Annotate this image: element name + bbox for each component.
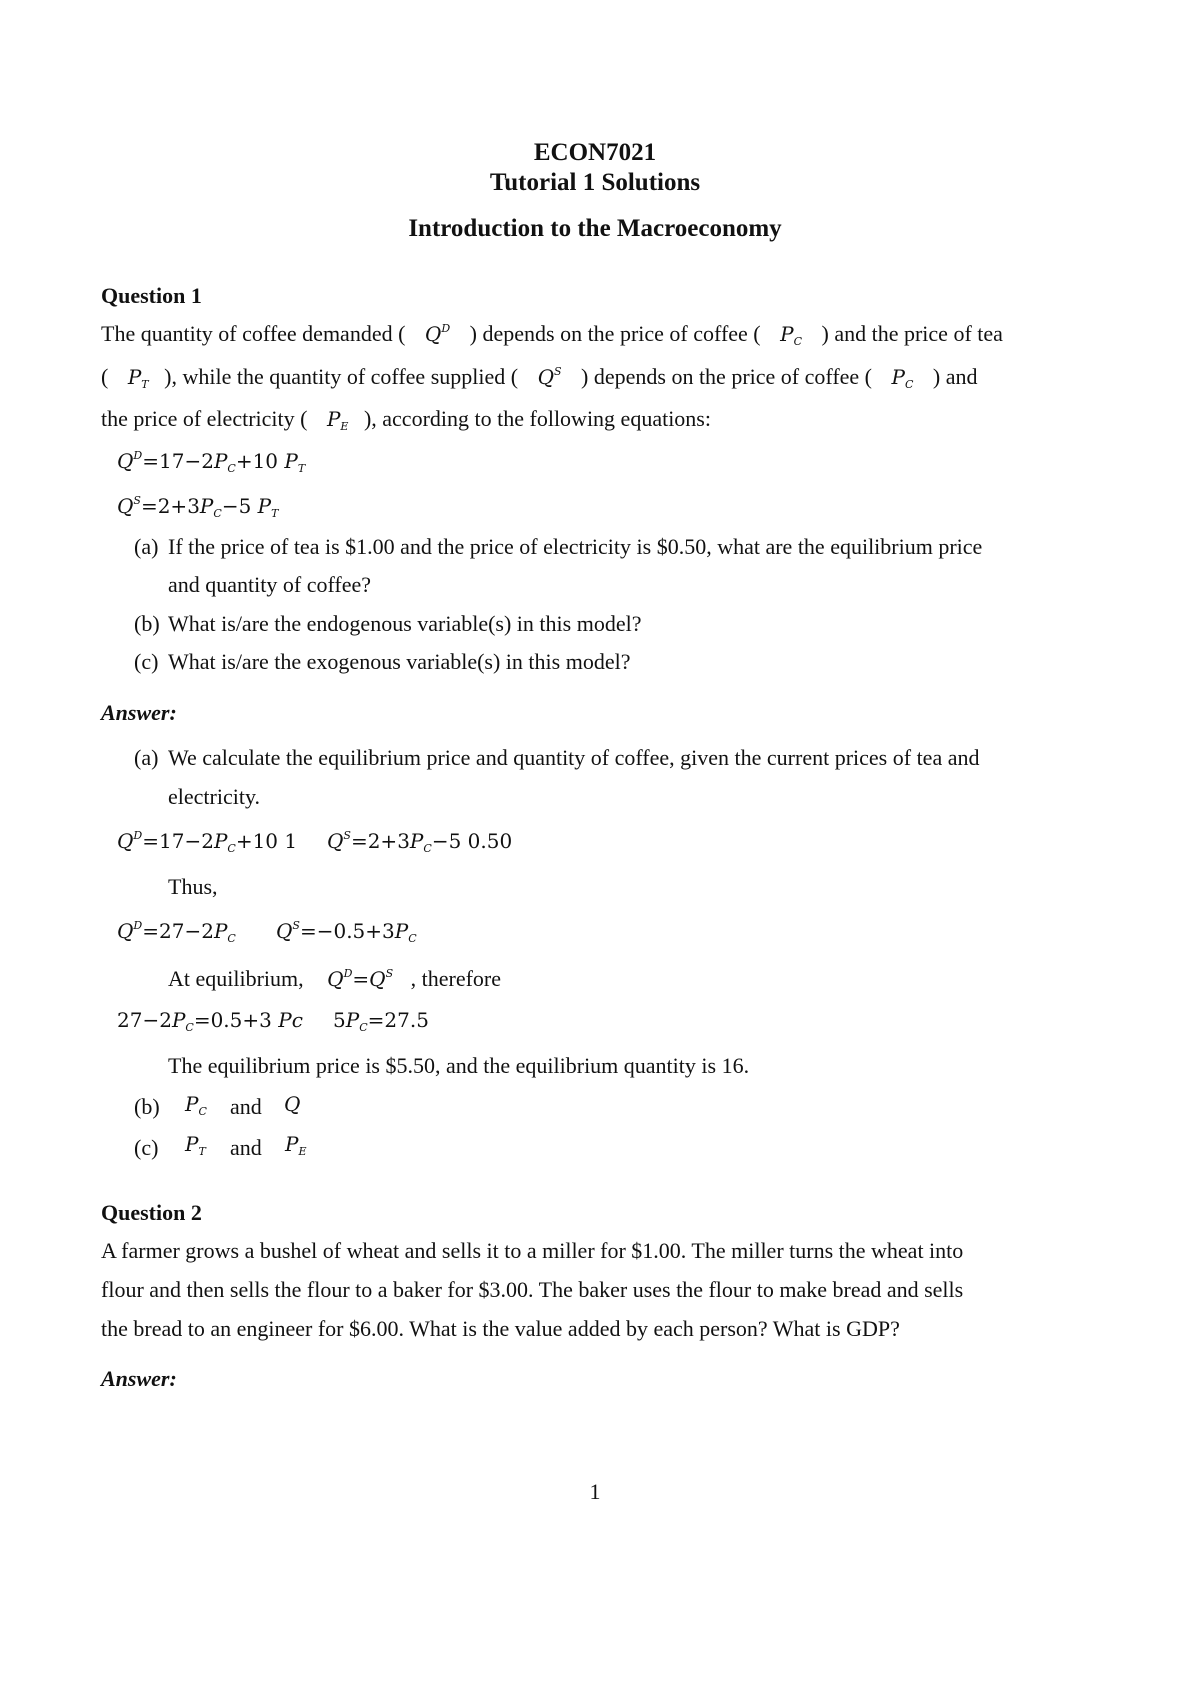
a1-item-a-line-2: electricity. (168, 784, 261, 809)
q2-text-line-3: the bread to an engineer for $6.00. What is the value added by each person? What is GDP? (101, 1316, 900, 1341)
tutorial-title: Tutorial 1 Solutions (489, 169, 701, 196)
page-subtitle: Introduction to the Macroeconomy (408, 215, 782, 242)
math-pe: $P_E$ (326, 407, 349, 433)
equation-supply-substituted: $Q^S=2+3P_C-5$ 0.50 (327, 829, 513, 855)
equilibrium-condition-line: At equilibrium, $Q^D=Q^S$ , therefore (168, 966, 501, 991)
equation-supply: $Q^S=2+3P_C-5$ $P_T$ (117, 494, 279, 520)
equation-supply-simplified: $Q^S=-0.5+3P_C$ (276, 919, 417, 945)
equation-demand-simplified: $Q^D=27-2P_C$ (117, 919, 236, 945)
a1-item-a-line-1: We calculate the equilibrium price and quantity of coffee, given the current prices of tea and (168, 745, 980, 770)
math-pc: $P_C$ (780, 322, 803, 348)
answer-1-heading: Answer: (101, 700, 177, 725)
q1-item-a-label: (a) (134, 534, 159, 559)
a1-item-b-label: (b) (134, 1094, 160, 1119)
q2-text-line-1: A farmer grows a bushel of wheat and sells it to a miller for $1.00. The miller turns the wheat into (101, 1238, 964, 1263)
equilibrium-result: The equilibrium price is $5.50, and the equilibrium quantity is 16. (168, 1053, 750, 1078)
thus-text: Thus, (168, 874, 218, 899)
q1-item-b-text: What is/are the endogenous variable(s) in this model? (168, 611, 642, 636)
equation-demand: $Q^D=17-2P_C+10$ $P_T$ (117, 449, 306, 475)
q1-item-b-label: (b) (134, 611, 160, 636)
math-pt: $P_T$ (185, 1132, 206, 1158)
math-qd: $Q^D$ (424, 322, 451, 346)
math-qd-equals-qs: $Q^D=Q^S$ (327, 967, 394, 991)
equation-equilibrium: $27-2P_C=0.5+3$ Pc (117, 1008, 303, 1034)
q1-text-line-3: the price of electricity ( $P_E$ ), according to the following equations: (101, 406, 711, 433)
math-q: Q (284, 1092, 301, 1116)
and-text: and (230, 1135, 262, 1160)
math-qs: $Q^S$ (537, 365, 562, 389)
answer-2-heading: Answer: (101, 1366, 177, 1391)
equation-5pc: $5P_C=27.5$ (333, 1008, 429, 1034)
question-2-heading: Question 2 (101, 1200, 202, 1225)
q1-text-line-1: The quantity of coffee demanded ( $Q^D$ ) depends on the price of coffee ( $P_C$ ) and the price of tea (101, 321, 1003, 348)
q1-item-c-label: (c) (134, 649, 159, 674)
q1-item-c-text: What is/are the exogenous variable(s) in this model? (168, 649, 631, 674)
math-pc: $P_C$ (891, 365, 914, 391)
a1-item-c-label: (c) (134, 1135, 159, 1160)
math-pt: $P_T$ (127, 365, 149, 391)
q1-item-a-line-1: If the price of tea is $1.00 and the price of electricity is $0.50, what are the equilibrium price (168, 534, 983, 559)
page-number: 1 (589, 1479, 601, 1504)
a1-item-a-label: (a) (134, 745, 159, 770)
math-pc: $P_C$ (185, 1092, 207, 1118)
q1-item-a-line-2: and quantity of coffee? (168, 572, 372, 597)
q1-text-line-2: ( $P_T$ ), while the quantity of coffee supplied ( $Q^S$ ) depends on the price of coffee ( $P_C$ ) and (101, 364, 978, 391)
q2-text-line-2: flour and then sells the flour to a baker for $3.00. The baker uses the flour to make bread and sells (101, 1277, 964, 1302)
math-pe: $P_E$ (285, 1132, 307, 1158)
question-1-heading: Question 1 (101, 283, 202, 308)
course-code: ECON7021 (533, 139, 657, 166)
and-text: and (230, 1094, 262, 1119)
equation-demand-substituted: $Q^D=17-2P_C+10$ 1 (117, 829, 298, 855)
